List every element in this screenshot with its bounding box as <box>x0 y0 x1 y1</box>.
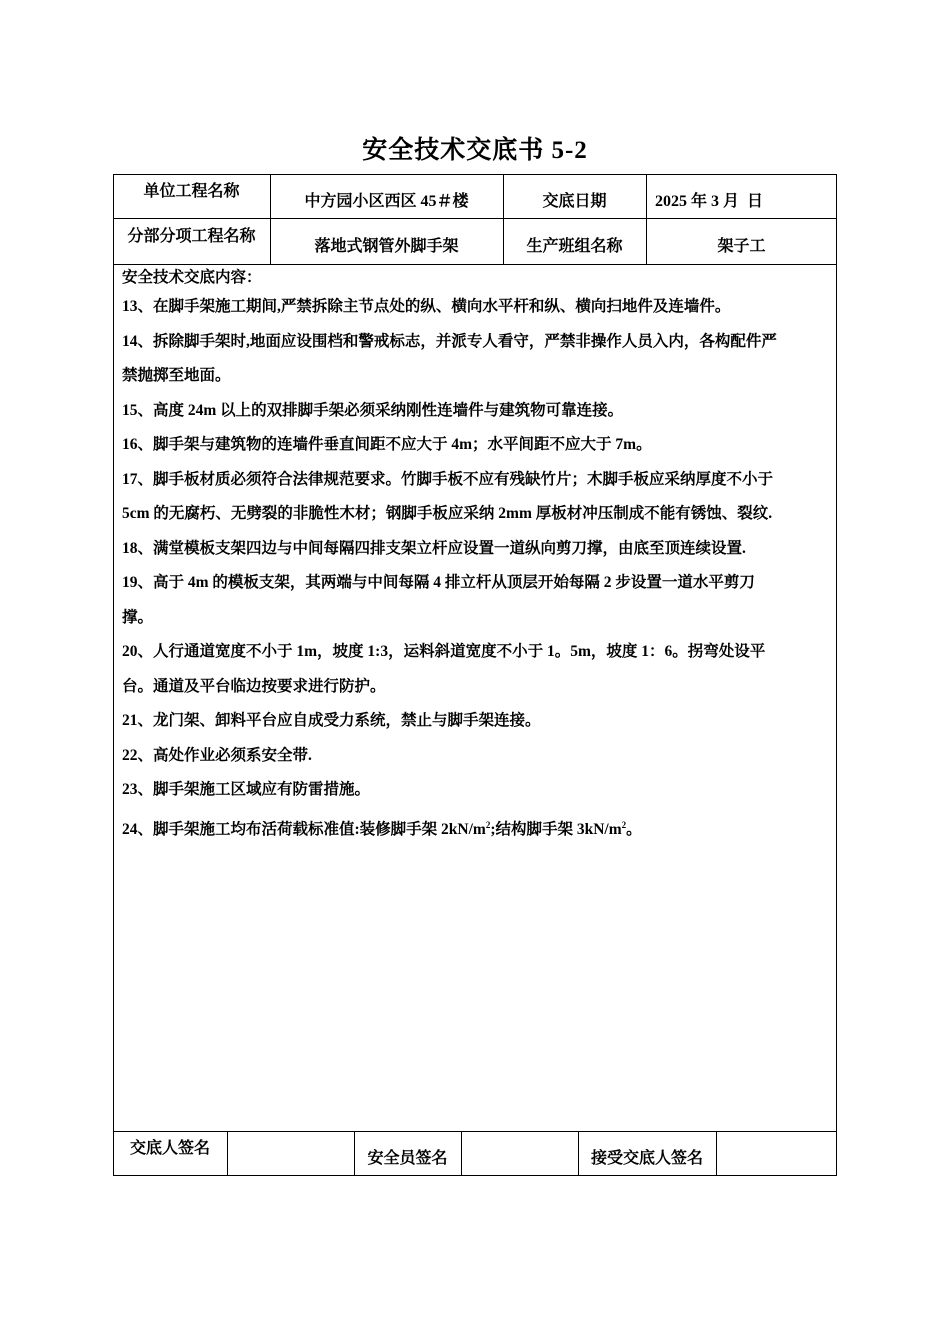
briefing-item <box>122 739 834 774</box>
briefing-item-24: 24、脚手架施工均布活荷载标准值:装修脚手架 $2kN/m^2$;结构脚手架 $3kN/m^2$。 <box>122 819 642 838</box>
receiver-signature-field[interactable] <box>717 1132 836 1175</box>
safety-officer-signature-field[interactable] <box>462 1132 578 1175</box>
briefing-item <box>122 325 834 394</box>
date-value: 2025 年 3 月 日 <box>655 193 764 210</box>
presenter-signature-field[interactable] <box>228 1132 354 1175</box>
briefing-item-continuation: 撑。 <box>122 608 154 626</box>
team-label: 生产班组名称 <box>526 238 623 255</box>
sub-project-value: 落地式钢管外脚手架 <box>314 238 459 255</box>
row-divider <box>113 264 837 265</box>
briefing-item-line: 16、脚手架与建筑物的连墙件垂直间距不应大于 4m；水平间距不应大于 7m。 <box>122 436 652 453</box>
date-label: 交底日期 <box>542 193 607 210</box>
briefing-item-line: 15、高度 24m 以上的双排脚手架必须采纳刚性连墙件与建筑物可靠连接。 <box>122 401 624 419</box>
briefing-item <box>122 463 834 532</box>
briefing-item <box>122 532 834 567</box>
content-heading: 安全技术交底内容： <box>122 269 262 286</box>
briefing-item-continuation: 禁抛掷至地面。 <box>122 367 231 384</box>
briefing-item <box>122 290 834 325</box>
briefing-items <box>122 290 834 808</box>
document-title: 安全技术交底书 5-2 <box>362 137 588 164</box>
briefing-item-line: 23、脚手架施工区域应有防雷措施。 <box>122 781 371 798</box>
briefing-item <box>122 428 834 463</box>
briefing-item-line: 13、在脚手架施工期间,严禁拆除主节点处的纵、横向水平杆和纵、横向扫地件及连墙件。 <box>122 298 731 315</box>
briefing-item <box>122 394 834 429</box>
sub-project-label: 分部分项工程名称 <box>127 228 256 245</box>
briefing-item-line: 21、龙门架、卸料平台应自成受力系统，禁止与脚手架连接。 <box>122 712 541 729</box>
briefing-item-continuation: 5cm 的无腐朽、无劈裂的非脆性木材；钢脚手板应采纳 2mm 厚板材冲压制成不能有锈蚀、裂纹. <box>122 505 773 522</box>
briefing-item-continuation: 台。通道及平台临边按要求进行防护。 <box>122 677 386 695</box>
briefing-item <box>122 635 834 704</box>
briefing-item <box>122 704 834 739</box>
presenter-signature-label: 交底人签名 <box>129 1140 210 1157</box>
briefing-item-line: 20、人行通道宽度不小于 1m，坡度 1:3，运料斜道宽度不小于 1。5m，坡度 1：6。拐弯处设平 <box>122 643 766 660</box>
team-value: 架子工 <box>717 238 766 255</box>
briefing-item <box>122 773 834 808</box>
unit-project-value: 中方园小区西区 45＃楼 <box>304 193 469 210</box>
safety-officer-signature-label: 安全员签名 <box>367 1150 448 1167</box>
briefing-item-line: 22、高处作业必须系安全带. <box>122 746 312 764</box>
briefing-item-line: 17、脚手板材质必须符合法律规范要求。竹脚手板不应有残缺竹片；木脚手板应采纳厚度不小于 <box>122 470 774 488</box>
briefing-item-line: 14、拆除脚手架时,地面应设围档和警戒标志，并派专人看守，严禁非操作人员入内，各构配件严 <box>122 332 777 350</box>
briefing-item-line: 19、高于 4m 的模板支架，其两端与中间每隔 4 排立杆从顶层开始每隔 2 步设置一道水平剪刀 <box>122 574 755 591</box>
unit-project-label: 单位工程名称 <box>143 183 240 200</box>
briefing-item-line: 18、满堂模板支架四边与中间每隔四排支架立杆应设置一道纵向剪刀撑，由底至顶连续设置. <box>122 539 746 557</box>
briefing-item <box>122 566 834 635</box>
receiver-signature-label: 接受交底人签名 <box>590 1150 703 1167</box>
row-divider <box>113 218 837 219</box>
briefing-content <box>122 266 834 847</box>
